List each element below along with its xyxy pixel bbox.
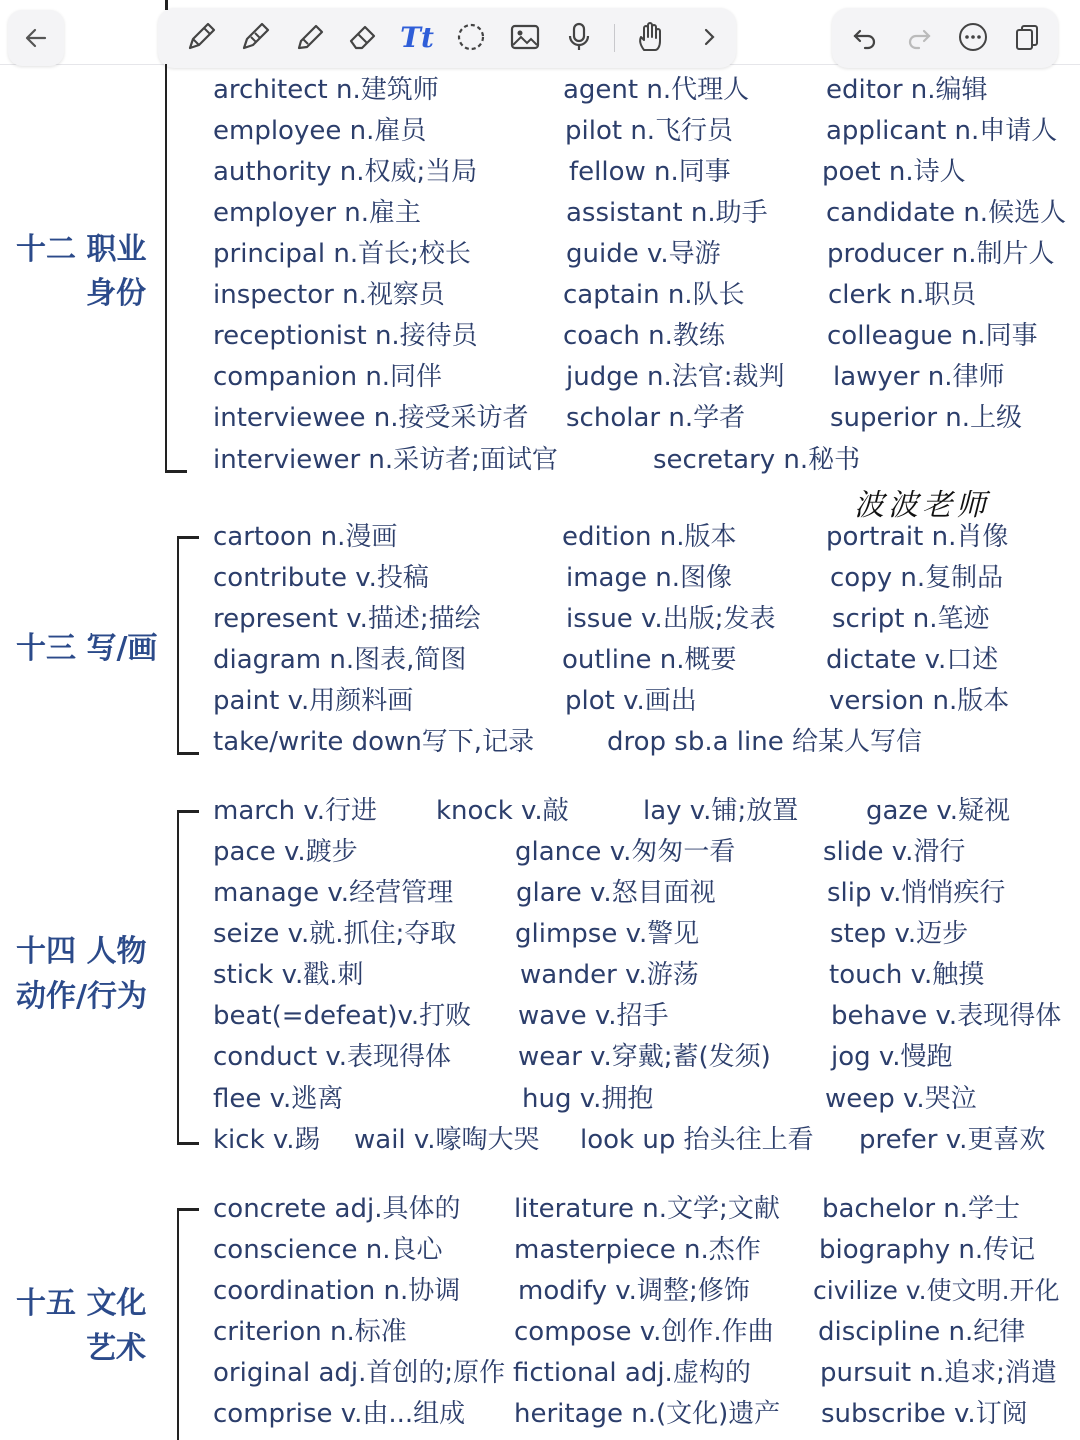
section-title: 十四 人物 xyxy=(16,934,147,969)
eraser-icon xyxy=(346,20,380,54)
vocab-entry: captain n.队长 xyxy=(563,280,745,310)
vocab-entry: criterion n.标准 xyxy=(213,1317,407,1347)
vocab-entry: modify v.调整;修饰 xyxy=(518,1276,750,1306)
section-title: 艺术 xyxy=(86,1331,146,1366)
vocab-entry: architect n.建筑师 xyxy=(213,75,439,105)
lasso-icon xyxy=(454,20,488,54)
vocab-entry: hug v.拥抱 xyxy=(522,1084,654,1114)
vocab-entry: glare v.怒目面视 xyxy=(516,878,716,908)
vocab-entry: conduct v.表现得体 xyxy=(213,1042,452,1072)
vocab-entry: pace v.踱步 xyxy=(213,837,358,867)
back-button[interactable] xyxy=(8,10,64,66)
section-title: 身份 xyxy=(86,276,146,311)
vocab-entry: contribute v.投稿 xyxy=(213,563,429,593)
section-bracket xyxy=(177,536,179,754)
vocab-entry: issue v.出版;发表 xyxy=(566,604,776,634)
section-bracket xyxy=(177,810,179,1144)
vocab-entry: copy n.复制品 xyxy=(830,563,1004,593)
vocab-entry: gaze v.疑视 xyxy=(866,796,1010,826)
vocab-entry: script n.笔迹 xyxy=(832,604,990,634)
vocab-entry: superior n.上级 xyxy=(830,403,1023,433)
vocab-entry: clerk n.职员 xyxy=(828,280,977,310)
vocab-entry: wail v.嚎啕大哭 xyxy=(354,1125,540,1155)
vocab-entry: coach n.教练 xyxy=(563,321,725,351)
pages-button[interactable] xyxy=(1004,14,1050,60)
undo-icon xyxy=(851,23,879,51)
vocab-entry: wear v.穿戴;蓄(发须) xyxy=(518,1042,771,1072)
vocab-entry: drop sb.a line 给某人写信 xyxy=(607,727,922,757)
highlighter-tool[interactable] xyxy=(286,14,332,60)
image-tool[interactable] xyxy=(502,14,548,60)
vocab-entry: employer n.雇主 xyxy=(213,198,422,228)
eraser-tool[interactable] xyxy=(340,14,386,60)
vocab-entry: assistant n.助手 xyxy=(566,198,768,228)
section-bracket xyxy=(177,1208,179,1440)
vocab-entry: authority n.权威;当局 xyxy=(213,157,478,187)
vocab-entry: applicant n.申请人 xyxy=(826,116,1058,146)
vocab-entry: version n.版本 xyxy=(829,686,1010,716)
vocab-entry: stick v.戳.刺 xyxy=(213,960,364,990)
arrow-left-icon xyxy=(23,25,49,51)
vocab-entry: kick v.踢 xyxy=(213,1125,321,1155)
vocab-entry: compose v.创作.作曲 xyxy=(514,1317,774,1347)
vocab-entry: subscribe v.订阅 xyxy=(821,1399,1028,1429)
vocab-entry: image n.图像 xyxy=(566,563,732,593)
microphone-tool[interactable] xyxy=(556,14,602,60)
highlighter-icon xyxy=(292,20,326,54)
vocab-entry: candidate n.候选人 xyxy=(826,198,1067,228)
pages-icon xyxy=(1012,22,1042,52)
vocab-entry: seize v.就.抓住;夺取 xyxy=(213,919,457,949)
vocab-entry: principal n.首长;校长 xyxy=(213,239,471,269)
vocab-entry: scholar n.学者 xyxy=(566,403,746,433)
vocab-entry: companion n.同伴 xyxy=(213,362,443,392)
vocab-entry: manage v.经营管理 xyxy=(213,878,454,908)
vocab-entry: edition n.版本 xyxy=(562,522,737,552)
vocab-entry: dictate v.口述 xyxy=(826,645,999,675)
vocab-entry: beat(=defeat)v.打败 xyxy=(213,1001,472,1031)
vocab-entry: conscience n.良心 xyxy=(213,1235,443,1265)
vocab-entry: wave v.招手 xyxy=(518,1001,669,1031)
vocab-entry: jog v.慢跑 xyxy=(831,1042,953,1072)
vocab-entry: outline n.概要 xyxy=(562,645,737,675)
redo-icon xyxy=(905,23,933,51)
vocab-entry: receptionist n.接待员 xyxy=(213,321,478,351)
vocab-entry: fellow n.同事 xyxy=(569,157,731,187)
pen-icon xyxy=(184,20,218,54)
vocab-entry: portrait n.肖像 xyxy=(826,522,1009,552)
vocab-entry: take/write down写下,记录 xyxy=(213,727,535,757)
vocab-entry: slide v.滑行 xyxy=(823,837,966,867)
vocab-entry: fictional adj.虚构的 xyxy=(513,1358,751,1388)
vocab-entry: plot v.画出 xyxy=(565,686,697,716)
vocab-entry: slip v.悄悄疾行 xyxy=(827,878,1006,908)
touch-draw-icon xyxy=(634,20,668,54)
lasso-tool[interactable] xyxy=(448,14,494,60)
pencil-tool[interactable] xyxy=(232,14,278,60)
vocab-entry: comprise v.由...组成 xyxy=(213,1399,466,1429)
pen-tool[interactable] xyxy=(178,14,224,60)
vocab-entry: agent n.代理人 xyxy=(563,75,750,105)
toolbar xyxy=(0,0,1080,65)
pencil-icon xyxy=(238,20,272,54)
vocab-entry: interviewee n.接受采访者 xyxy=(213,403,529,433)
section-title: 十五 文化 xyxy=(16,1286,147,1321)
vocab-entry: pilot n.飞行员 xyxy=(565,116,734,146)
vocab-entry: pursuit n.追求;消遣 xyxy=(820,1358,1057,1388)
top-connector-line xyxy=(165,0,168,10)
vocab-entry: judge n.法官:裁判 xyxy=(566,362,785,392)
vocab-entry: interviewer n.采访者;面试官 xyxy=(213,445,558,475)
vocab-entry: lay v.铺;放置 xyxy=(643,796,799,826)
vocab-entry: civilize v.使文明.开化 xyxy=(813,1276,1060,1305)
vocab-entry: prefer v.更喜欢 xyxy=(859,1125,1046,1155)
vocab-entry: paint v.用颜料画 xyxy=(213,686,414,716)
toolbar-divider xyxy=(614,24,615,52)
undo-button[interactable] xyxy=(842,14,888,60)
vocab-entry: represent v.描述;描绘 xyxy=(213,604,481,634)
vocab-entry: colleague n.同事 xyxy=(827,321,1038,351)
vocab-entry: wander v.游荡 xyxy=(520,960,699,990)
vocab-entry: guide v.导游 xyxy=(566,239,721,269)
vocab-entry: behave v.表现得体 xyxy=(831,1001,1062,1031)
vocab-entry: diagram n.图表,简图 xyxy=(213,645,467,675)
vocab-entry: flee v.逃离 xyxy=(213,1084,344,1114)
vocab-entry: glimpse v.警见 xyxy=(515,919,700,949)
vocab-entry: march v.行进 xyxy=(213,796,378,826)
more-tools-button[interactable] xyxy=(686,14,732,60)
vocab-entry: knock v.敲 xyxy=(436,796,569,826)
vocab-entry: literature n.文学;文献 xyxy=(514,1194,780,1224)
vocab-entry: coordination n.协调 xyxy=(213,1276,461,1306)
section-title: 动作/行为 xyxy=(16,979,147,1014)
signature: 波波老师 xyxy=(854,488,990,523)
touch-draw-tool[interactable] xyxy=(628,14,674,60)
text-tool-icon: Tt xyxy=(400,20,434,54)
vocab-entry: secretary n.秘书 xyxy=(653,445,861,475)
image-icon xyxy=(508,20,542,54)
vocab-entry: glance v.匆匆一看 xyxy=(515,837,736,867)
section-title: 十三 写/画 xyxy=(16,631,158,666)
vocab-entry: weep v.哭泣 xyxy=(825,1084,977,1114)
section-title: 十二 职业 xyxy=(16,232,147,267)
vocab-entry: concrete adj.具体的 xyxy=(213,1194,461,1224)
vocab-entry: bachelor n.学士 xyxy=(822,1194,1021,1224)
vocab-entry: step v.迈步 xyxy=(830,919,969,949)
vocab-entry: original adj.首创的;原作 xyxy=(213,1358,506,1388)
vocab-entry: poet n.诗人 xyxy=(822,157,966,187)
chevron-right-icon xyxy=(696,24,722,50)
redo-button[interactable] xyxy=(896,14,942,60)
more-icon xyxy=(957,21,989,53)
vocab-entry: heritage n.(文化)遗产 xyxy=(514,1399,781,1429)
vocab-entry: employee n.雇员 xyxy=(213,116,427,146)
more-button[interactable] xyxy=(950,14,996,60)
vocab-entry: look up 抬头往上看 xyxy=(580,1125,814,1155)
vocab-entry: inspector n.视察员 xyxy=(213,280,445,310)
vocab-entry: discipline n.纪律 xyxy=(818,1317,1026,1347)
vocab-entry: lawyer n.律师 xyxy=(833,362,1005,392)
section-bracket xyxy=(165,64,167,472)
vocab-entry: touch v.触摸 xyxy=(829,960,985,990)
vocab-entry: cartoon n.漫画 xyxy=(213,522,398,552)
microphone-icon xyxy=(562,20,596,54)
vocab-entry: masterpiece n.杰作 xyxy=(514,1235,761,1265)
vocab-entry: editor n.编辑 xyxy=(826,75,988,105)
vocab-entry: biography n.传记 xyxy=(819,1235,1036,1265)
text-tool[interactable] xyxy=(394,14,440,60)
vocab-entry: producer n.制片人 xyxy=(827,239,1055,269)
